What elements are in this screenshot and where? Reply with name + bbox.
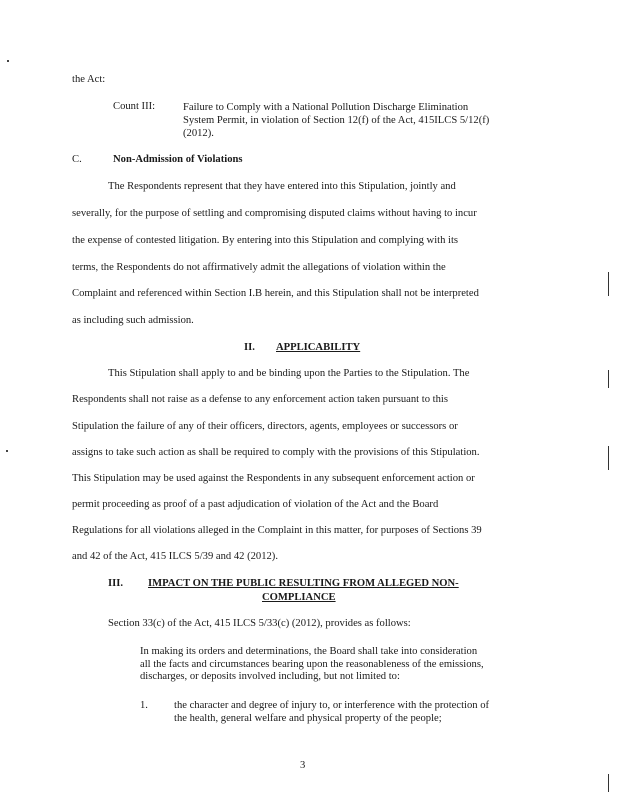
section-ii-number: II. — [244, 342, 255, 353]
paragraph-line: the expense of contested litigation. By entering into this Stipulation and complying with its — [72, 235, 459, 246]
section-iii-title-line1: IMPACT ON THE PUBLIC RESULTING FROM ALLEGED NON- — [148, 578, 459, 589]
paragraph-line: This Stipulation may be used against the Respondents in any subsequent enforcement action or — [72, 473, 475, 484]
paragraph-line: This Stipulation shall apply to and be binding upon the Parties to the Stipulation. The — [108, 368, 470, 379]
quote-line: discharges, or deposits involved including, but not limited to: — [140, 671, 400, 682]
list-item-line: the health, general welfare and physical property of the people; — [174, 712, 442, 724]
section-c-letter: C. — [72, 154, 82, 165]
paragraph-line: Stipulation the failure of any of their officers, directors, agents, employees or successors or — [72, 421, 458, 432]
section-c-title: Non-Admission of Violations — [113, 154, 243, 165]
scan-artifact — [608, 446, 609, 470]
list-item-text — [174, 700, 489, 725]
section-iii-number: III. — [108, 578, 124, 589]
paragraph-line: assigns to take such action as shall be required to comply with the provisions of this Stipulation. — [72, 447, 480, 458]
count-line: (2012). — [183, 128, 214, 139]
paragraph-line: Complaint and referenced within Section I.B herein, and this Stipulation shall not be interpreted — [72, 288, 479, 299]
count-description — [183, 101, 489, 140]
block-quote — [140, 646, 484, 684]
paragraph-line: terms, the Respondents do not affirmatively admit the allegations of violation within the — [72, 262, 446, 273]
count-line: System Permit, in violation of Section 12(f) of the Act, 415ILCS 5/12(f) — [183, 115, 490, 126]
scan-artifact — [6, 450, 8, 452]
paragraph-line: The Respondents represent that they have entered into this Stipulation, jointly and — [108, 181, 456, 192]
paragraph-line: Respondents shall not raise as a defense to any enforcement action taken pursuant to this — [72, 394, 448, 405]
paragraph-line: and 42 of the Act, 415 ILCS 5/39 and 42 (2012). — [72, 551, 278, 562]
page-number: 3 — [300, 760, 306, 771]
paragraph-line: permit proceeding as proof of a past adjudication of violation of the Act and the Board — [72, 499, 439, 510]
count-line: Failure to Comply with a National Pollution Discharge Elimination — [183, 102, 469, 113]
list-item-number: 1. — [140, 700, 148, 711]
scan-artifact — [608, 774, 609, 792]
scan-artifact — [608, 370, 609, 388]
paragraph-line: Regulations for all violations alleged in the Complaint in this matter, for purposes of Sections 39 — [72, 525, 482, 536]
section-iii-intro: Section 33(c) of the Act, 415 ILCS 5/33(c) (2012), provides as follows: — [108, 618, 411, 629]
paragraph-line: as including such admission. — [72, 315, 194, 326]
scan-artifact — [608, 272, 609, 296]
count-label: Count III: — [113, 101, 156, 112]
quote-line: In making its orders and determinations, the Board shall take into consideration — [140, 646, 478, 657]
carryover-line: the Act: — [72, 74, 106, 85]
quote-line: all the facts and circumstances bearing upon the reasonableness of the emissions, — [140, 658, 484, 670]
section-iii-title-line2: COMPLIANCE — [262, 592, 336, 603]
scan-artifact — [7, 60, 9, 62]
paragraph-line: severally, for the purpose of settling and compromising disputed claims without having to incur — [72, 208, 477, 219]
section-ii-title: APPLICABILITY — [276, 342, 361, 353]
list-item-line: the character and degree of injury to, or interference with the protection of — [174, 700, 490, 711]
